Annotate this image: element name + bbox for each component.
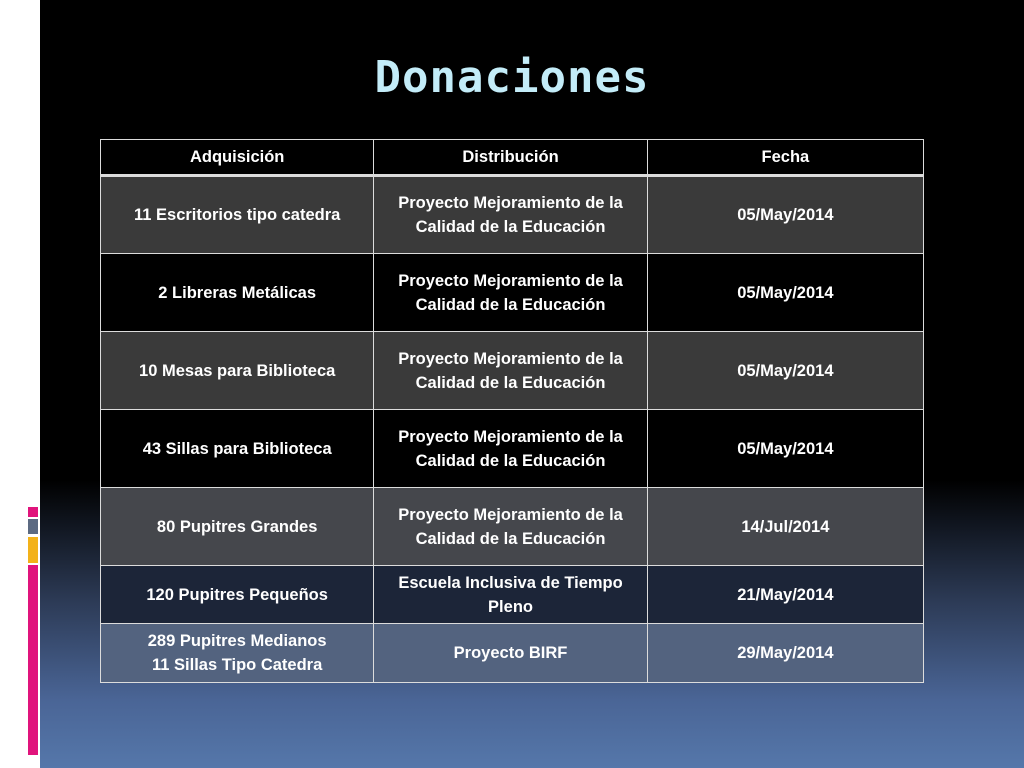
header-adquisicion: Adquisición xyxy=(101,140,374,176)
cell-adquisicion xyxy=(101,176,374,254)
table-row xyxy=(101,410,924,488)
cell-distribucion-line: Calidad de la Educación xyxy=(415,373,606,392)
cell-adquisicion-line: 289 Pupitres Medianos xyxy=(147,632,327,650)
cell-distribucion-line: Calidad de la Educación xyxy=(415,529,606,548)
cell-adquisicion-line: 80 Pupitres Grandes xyxy=(156,517,318,536)
cell-adquisicion xyxy=(101,410,374,488)
cell-fecha: 05/May/2014 xyxy=(647,176,923,254)
cell-adquisicion xyxy=(101,566,374,624)
cell-adquisicion-line: 11 Sillas Tipo Catedra xyxy=(152,656,323,674)
cell-distribucion xyxy=(374,624,647,683)
cell-distribucion-line: Calidad de la Educación xyxy=(415,295,606,314)
donations-table xyxy=(100,139,924,683)
cell-distribucion xyxy=(374,176,647,254)
table-row xyxy=(101,176,924,254)
cell-adquisicion-line: 11 Escritorios tipo catedra xyxy=(133,206,341,224)
table-row xyxy=(101,566,924,624)
table-row xyxy=(101,254,924,332)
cell-fecha: 21/May/2014 xyxy=(647,566,923,624)
cell-adquisicion xyxy=(101,624,374,683)
cell-adquisicion xyxy=(101,254,374,332)
cell-distribucion-line: Calidad de la Educación xyxy=(415,218,606,236)
cell-adquisicion-line: 43 Sillas para Biblioteca xyxy=(142,439,332,458)
cell-distribucion xyxy=(374,566,647,624)
table-row xyxy=(101,332,924,410)
accent-bar-1 xyxy=(28,507,38,517)
cell-adquisicion-line: 120 Pupitres Pequeños xyxy=(146,585,328,604)
cell-fecha: 05/May/2014 xyxy=(647,332,923,410)
cell-distribucion xyxy=(374,254,647,332)
cell-fecha: 05/May/2014 xyxy=(647,254,923,332)
table-row xyxy=(101,488,924,566)
accent-bar-3 xyxy=(28,537,38,563)
cell-adquisicion xyxy=(101,488,374,566)
cell-distribucion-line: Proyecto Mejoramiento de la xyxy=(398,505,623,524)
header-distribucion: Distribución xyxy=(374,140,647,176)
cell-distribucion-line: Proyecto Mejoramiento de la xyxy=(398,349,623,368)
header-fecha: Fecha xyxy=(647,140,923,176)
table-row xyxy=(101,624,924,683)
cell-distribucion-line: Pleno xyxy=(488,597,533,616)
slide-title: Donaciones xyxy=(374,52,650,103)
cell-fecha: 14/Jul/2014 xyxy=(647,488,923,566)
cell-adquisicion-line: 2 Libreras Metálicas xyxy=(158,283,317,302)
cell-fecha: 05/May/2014 xyxy=(647,410,923,488)
table-header-row xyxy=(101,140,924,176)
accent-bar-4 xyxy=(28,565,38,755)
cell-distribucion-line: Proyecto Mejoramiento de la xyxy=(398,271,623,290)
accent-bar-2 xyxy=(28,519,38,534)
cell-adquisicion xyxy=(101,332,374,410)
cell-distribucion xyxy=(374,410,647,488)
cell-adquisicion-line: 10 Mesas para Biblioteca xyxy=(139,361,336,380)
cell-distribucion-line: Proyecto BIRF xyxy=(453,644,568,662)
cell-distribucion-line: Calidad de la Educación xyxy=(415,451,606,470)
cell-distribucion-line: Proyecto Mejoramiento de la xyxy=(398,194,623,212)
cell-fecha: 29/May/2014 xyxy=(647,624,923,683)
cell-distribucion xyxy=(374,488,647,566)
cell-distribucion xyxy=(374,332,647,410)
cell-distribucion-line: Escuela Inclusiva de Tiempo xyxy=(398,573,623,592)
cell-distribucion-line: Proyecto Mejoramiento de la xyxy=(398,427,623,446)
